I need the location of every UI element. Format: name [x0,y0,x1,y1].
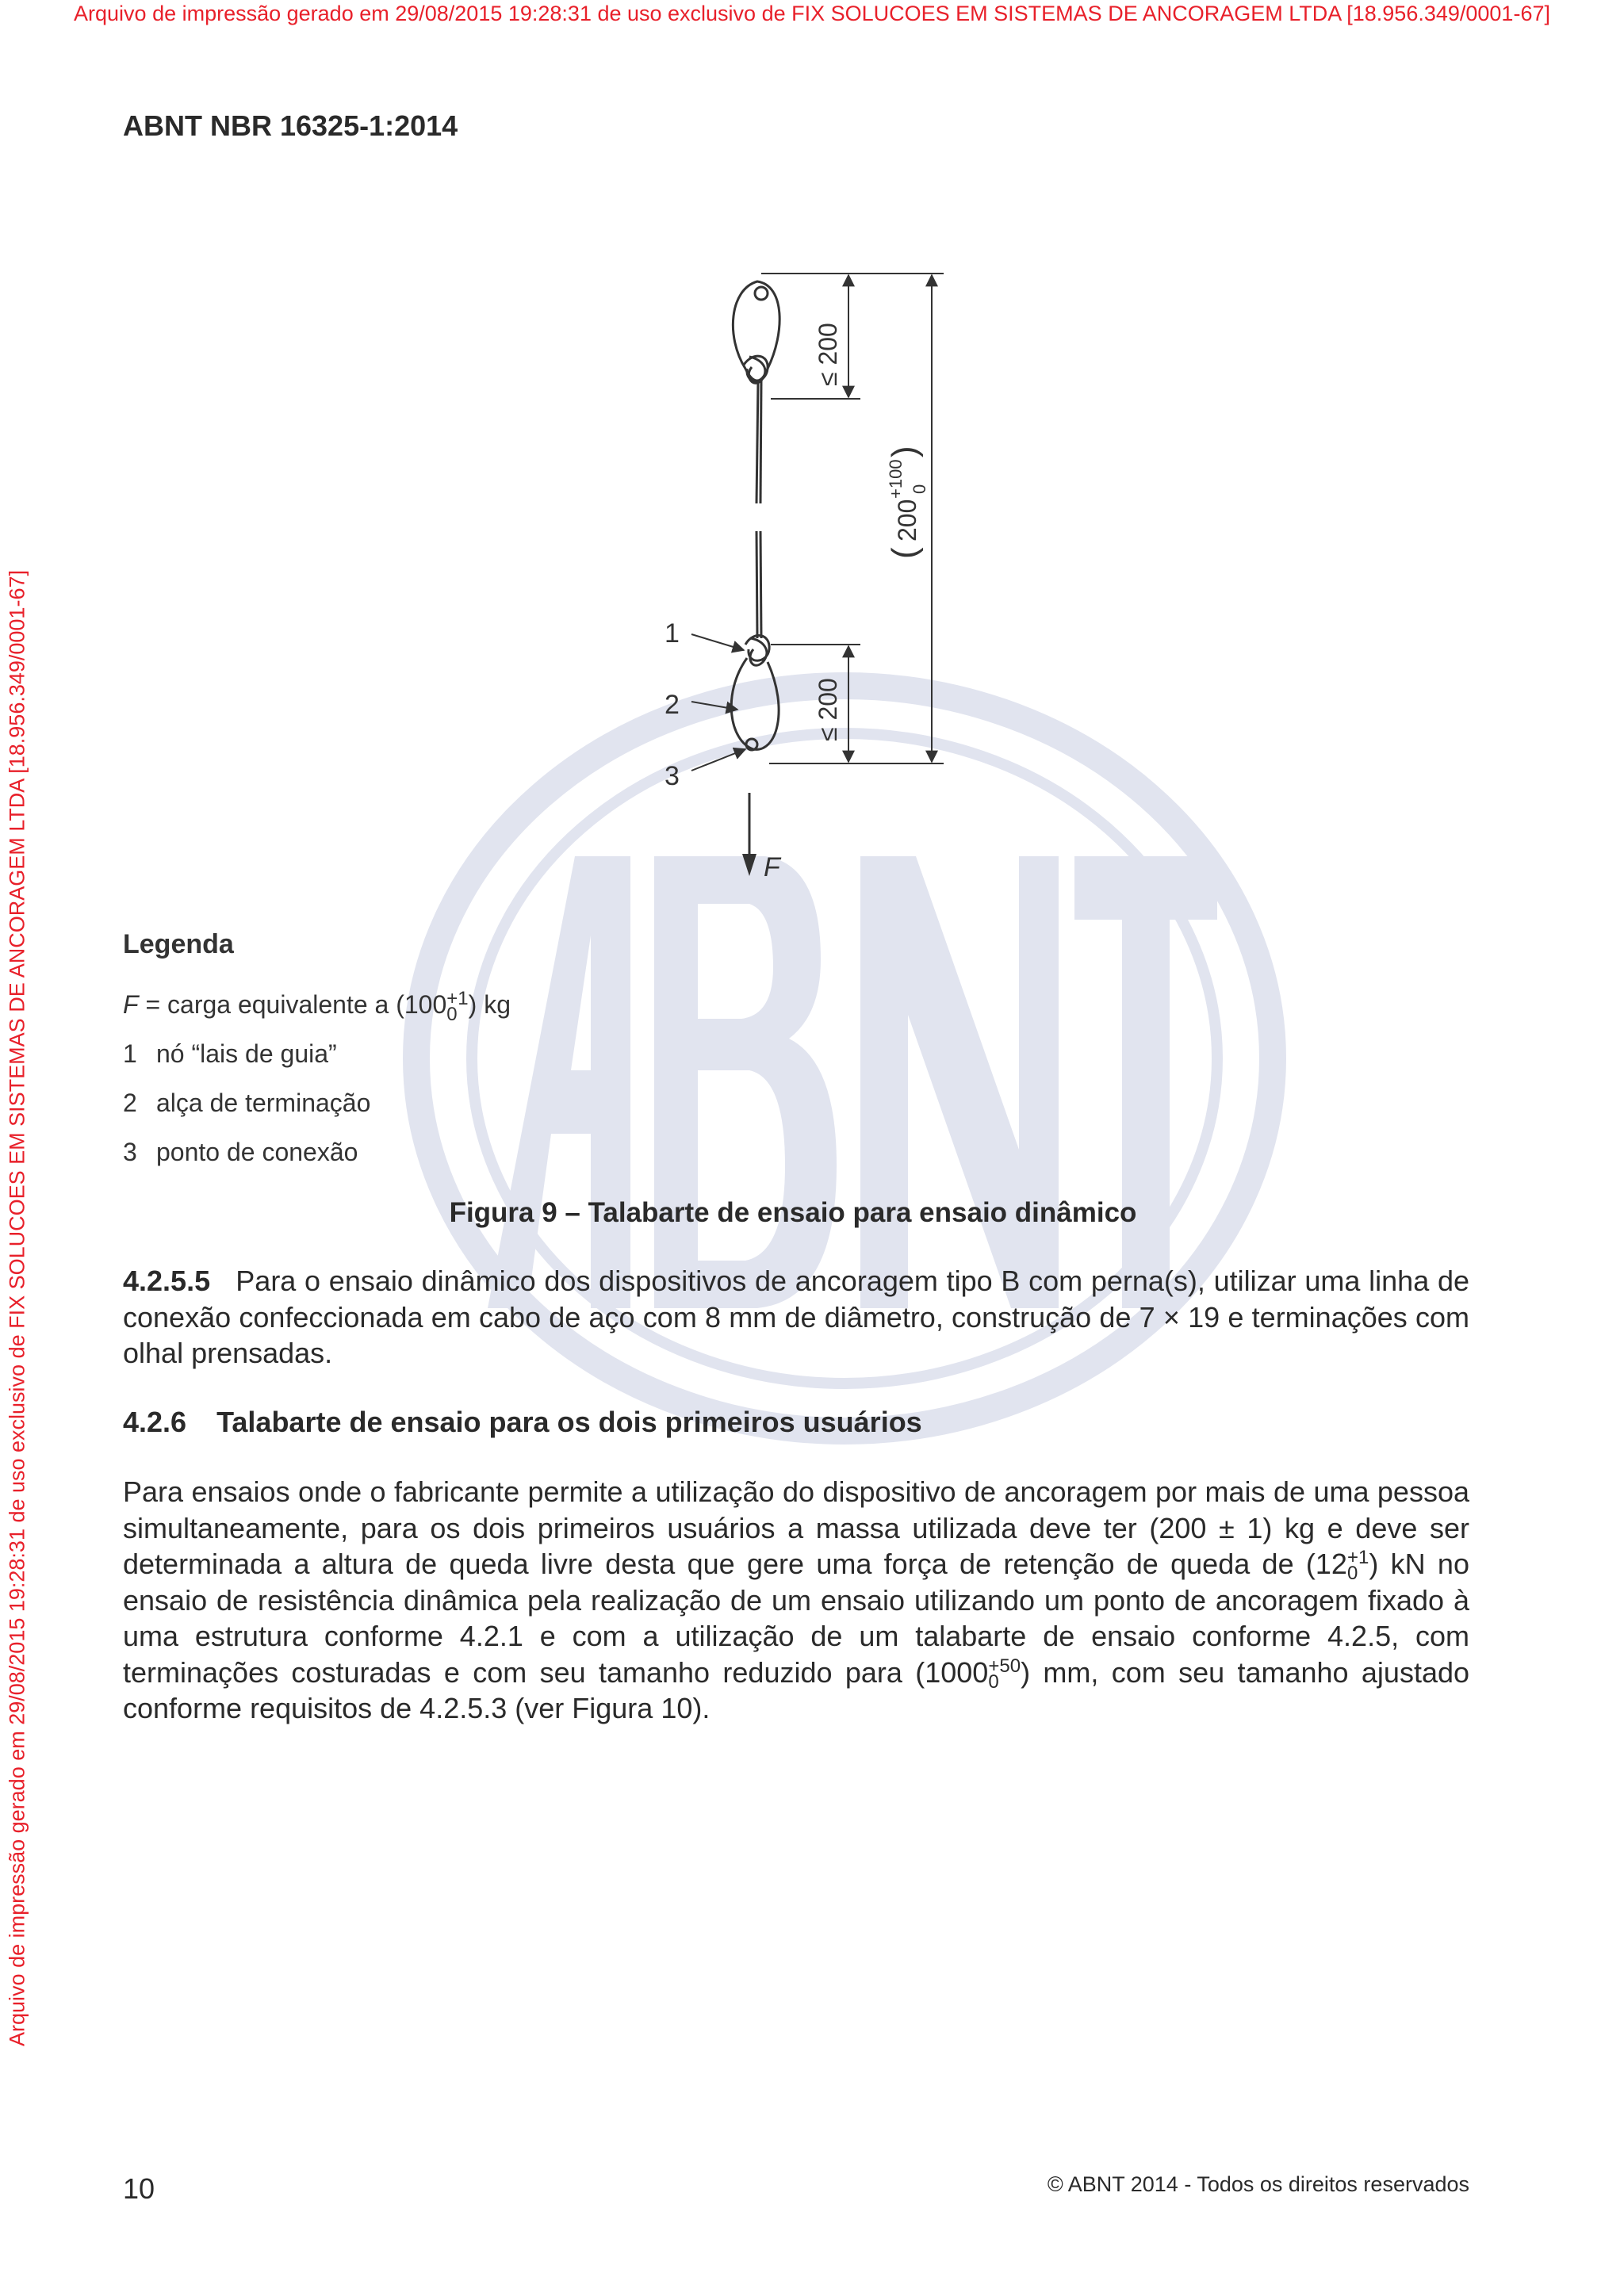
copyright-notice: © ABNT 2014 - Todos os direitos reservados [1047,2172,1469,2196]
svg-text:+100: +100 [886,459,906,499]
clause-4255 [123,1263,1469,1372]
force-arrow [742,793,756,876]
legend-item: 2 alça de terminação [123,1089,371,1117]
document-code: ABNT NBR 16325-1:2014 [123,109,458,142]
svg-text:): ) [885,446,924,457]
page-number: 10 [123,2172,155,2205]
legend-force-symbol: F [123,990,139,1019]
lanyard-test-figure [634,266,959,892]
clause-4255-number: 4.2.5.5 [123,1265,211,1297]
legend-item: 3 ponto de conexão [123,1138,358,1166]
callout-3: 3 [665,761,680,791]
svg-text:200: 200 [893,499,921,541]
figure-legend [123,929,511,1185]
print-watermark-side: Arquivo de impressão gerado em 29/08/2015 19:28:31 de uso exclusivo de FIX SOLUCOES EM SISTEMAS DE ANCORAGEM LTDA [18.956.349/0001-67] [5,570,29,2046]
svg-text:0: 0 [910,484,929,494]
leader-lines [691,634,745,771]
clause-4255-text: Para o ensaio dinâmico dos dispositivos de ancoragem tipo B com perna(s), utilizar uma linha de conexão confeccionada em cabo de aço com 8 mm de diâmetro, construção de 7 × 19 e terminações com olhal prensadas. [123,1265,1469,1369]
dim-top-label: ≤ 200 [814,323,842,386]
callout-2: 2 [665,690,680,720]
lower-loop [731,531,779,750]
legend-force-text: = carga equivalente a (100 [138,990,447,1019]
upper-loop [733,281,779,503]
kn-tolerance: +1 0 [1346,1547,1369,1585]
print-watermark-top: Arquivo de impressão gerado em 29/08/2015 19:28:31 de uso exclusivo de FIX SOLUCOES EM SISTEMAS DE ANCORAGEM LTDA [18.956.349/0001-67] [74,2,1550,25]
legend-title: Legenda [123,929,234,959]
clause-426-heading [123,1406,922,1439]
clause-426-title: Talabarte de ensaio para os dois primeiros usuários [216,1406,922,1438]
legend-force-row: F = carga equivalente a (100 +1 0 ) kg [123,987,511,1025]
dim-total-label [885,446,929,559]
clause-426-text: Para ensaios onde o fabricante permite a utilização do dispositivo de ancoragem por mais de uma pessoa simultaneamente, para os dois primeiros usuários a massa utilizada deve ter (200 ± 1) kg e deve ser determinada a altura de queda livre desta que gere uma força de retenção de queda de (12 +1 0 ) kN no ensaio de resistência dinâmica pela realização de um ensaio utilizando um ponto de ancoragem fixado à uma estrutura conforme 4.2.1 e com a utilização de um talabarte de ensaio conforme 4.2.5, com terminações costuradas e com seu tamanho reduzido para (1000 +50 0 ) mm, com seu tamanho ajustado conforme requisitos de 4.2.5.3 (ver Figura 10). [123,1475,1470,1724]
dim-bottom-label: ≤ 200 [814,678,842,741]
force-label: F [764,852,780,882]
mm-tolerance: +50 0 [988,1655,1021,1693]
legend-item: 1 nó “lais de guia” [123,1039,337,1068]
svg-text:(: ( [885,547,924,559]
figure-caption: Figura 9 – Talabarte de ensaio para ensaio dinâmico [449,1197,1137,1228]
callout-1: 1 [665,618,680,649]
clause-426-number: 4.2.6 [123,1406,187,1438]
legend-force-tolerance: +1 0 [446,987,469,1025]
